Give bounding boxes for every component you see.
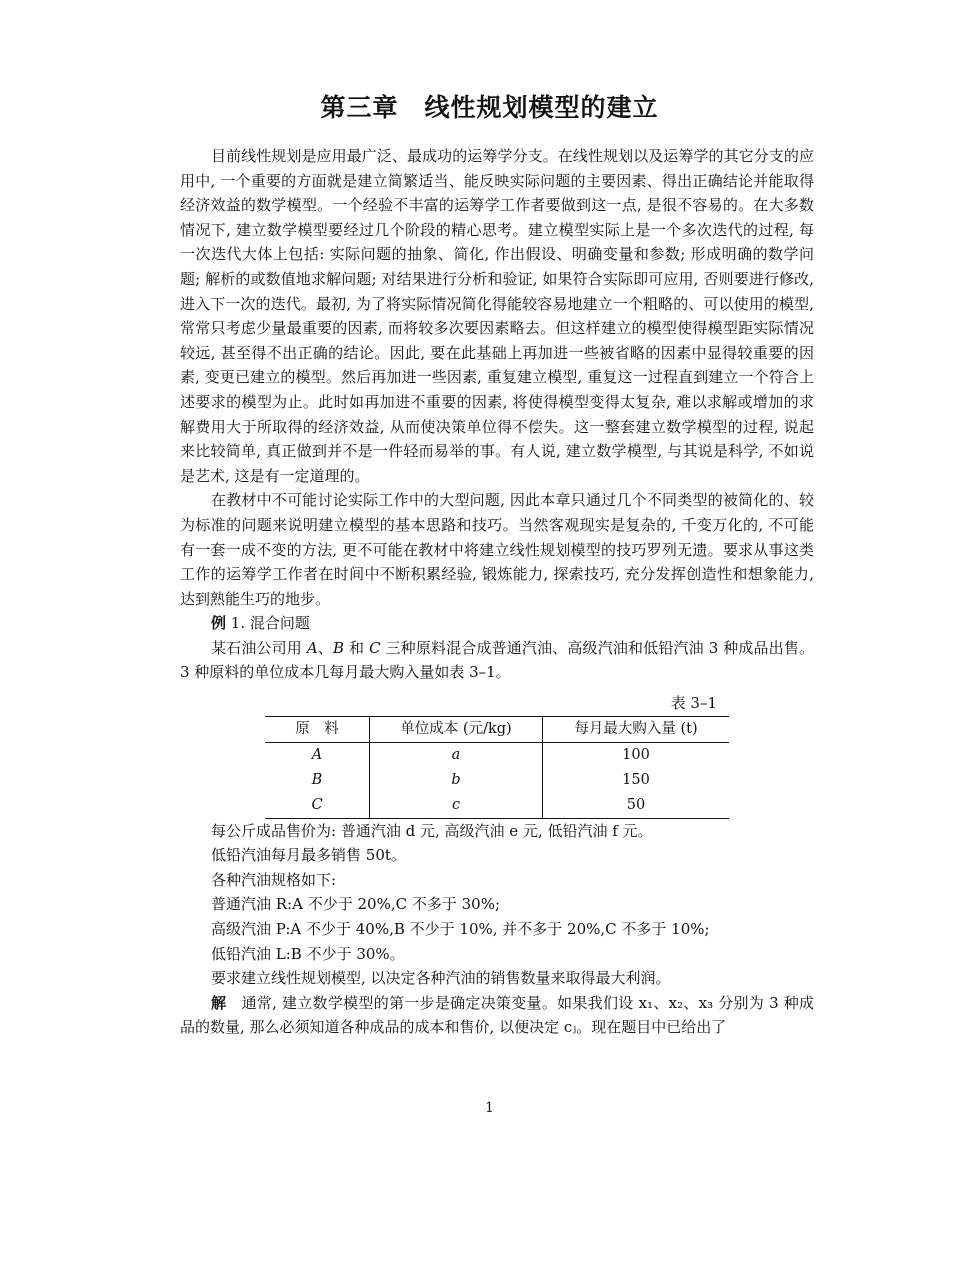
cell-cost: a xyxy=(370,742,543,768)
header-unit-cost: 单位成本 (元/kg) xyxy=(370,716,543,742)
chapter-title: 第三章 线性规划模型的建立 xyxy=(320,93,659,122)
cell-max: 50 xyxy=(626,796,646,813)
spec-lowlead-line: 低铅汽油 L:B 不少于 30%。 xyxy=(211,944,405,963)
cell-material: C xyxy=(265,793,370,819)
solution-label: 解 xyxy=(211,993,227,1012)
example-label: 例 xyxy=(211,614,227,633)
math-var: C xyxy=(369,638,381,657)
solution-text: 通常, 建立数学模型的第一步是确定决策变量。如果我们设 x₁、x₂、x₃ 分别为 3 种成品的数量, 那么必须知道各种成品的成本和售价, 以便决定 cⱼ。现在题目中已给出了 xyxy=(180,993,814,1037)
header-max-purchase: 每月最大购入量 (t) xyxy=(574,720,698,737)
table-row xyxy=(265,768,729,793)
example-heading xyxy=(180,611,814,636)
page-number: 1 xyxy=(485,1100,494,1116)
body-text xyxy=(180,144,814,1040)
materials-table xyxy=(265,716,729,819)
cell-material: B xyxy=(265,768,370,793)
math-var: A xyxy=(306,638,318,657)
text-fragment: 、 xyxy=(317,638,334,657)
cell-cost: b xyxy=(370,768,543,793)
cell-max: 100 xyxy=(622,746,650,763)
example-title: 1. 混合问题 xyxy=(230,614,310,633)
table-header-row xyxy=(265,716,729,742)
specs-intro-line: 各种汽油规格如下: xyxy=(211,870,337,889)
text-fragment: 和 xyxy=(344,638,370,657)
intro-paragraph: 目前线性规划是应用最广泛、最成功的运筹学分支。在线性规划以及运筹学的其它分支的应用中, 一个重要的方面就是建立简繁适当、能反映实际问题的主要因素、得出正确结论并能取得经济效益的数学模型。一个经验不丰富的运筹学工作者要做到这一点, 是很不容易的。在大多数情况下, 建立数学模型要经过几个阶段的精心思考。建立模型实际上是一个多次迭代的过程, 每一次迭代大体上包括: 实际问题的抽象、简化, 作出假设、明确变量和参数; 形成明确的数学问题; 解析的或数值地求解问题; 对结果进行分析和验证, 如果符合实际即可应用, 否则要进行修改, 进入下一次的迭代。最初, 为了将实际情况简化得能较容易地建立一个粗略的、可以使用的模型, 常常只考虑少量最重要的因素, 而将较多次要因素略去。但这样建立的模型使得模型距实际情况较远, 甚至得不出正确的结论。因此, 要在此基础上再加进一些被省略的因素中显得较重要的因素, 变更已建立的模型。然后再加进一些因素, 重复建立模型, 重复这一过程直到建立一个符合上述要求的模型为止。此时如再加进不重要的因素, 将使得模型变得太复杂, 难以求解或增加的求解费用大于所取得的经济效益, 从而使决策单位得不偿失。这一整套建立数学模型的过程, 说起来比较简单, 真正做到并不是一件轻而易举的事。有人说, 建立数学模型, 与其说是科学, 不如说是艺术, 这是有一定道理的。 xyxy=(180,147,814,485)
cell-max: 150 xyxy=(622,771,650,788)
header-material: 原 料 xyxy=(265,716,370,742)
table-row xyxy=(265,793,729,819)
spec-regular-line: 普通汽油 R:A 不少于 20%,C 不多于 30%; xyxy=(211,895,501,914)
table-row xyxy=(265,742,729,768)
lowlead-limit-line: 低铅汽油每月最多销售 50t。 xyxy=(211,846,406,865)
text-fragment: 三种原料混合成普通汽油、高级汽油和低铅汽油 3 种成品出售。3 种原料的单位成本几每月最大购入量如表 3–1。 xyxy=(180,638,814,682)
solution-paragraph xyxy=(180,991,814,1040)
price-line: 每公斤成品售价为: 普通汽油 d 元, 高级汽油 e 元, 低铅汽油 f 元。 xyxy=(211,821,653,840)
cell-material: A xyxy=(265,742,370,768)
text-fragment: 某石油公司用 xyxy=(211,638,307,657)
table-caption: 表 3–1 xyxy=(670,694,717,713)
cell-cost: c xyxy=(370,793,543,819)
spec-premium-line: 高级汽油 P:A 不少于 40%,B 不少于 10%, 并不多于 20%,C 不多于 10%; xyxy=(211,920,710,939)
teaching-paragraph: 在教材中不可能讨论实际工作中的大型问题, 因此本章只通过几个不同类型的被简化的、较为标准的问题来说明建立模型的基本思路和技巧。当然客观现实是复杂的, 千变万化的, 不可能有一套一成不变的方法, 更不可能在教材中将建立线性规划模型的技巧罗列无遗。要求从事这类工作的运筹学工作者在时间中不断积累经验, 锻炼能力, 探索技巧, 充分发挥创造性和想象能力, 达到熟能生巧的地步。 xyxy=(180,491,814,608)
requirement-line: 要求建立线性规划模型, 以决定各种汽油的销售数量来取得最大利润。 xyxy=(211,969,671,988)
math-var: B xyxy=(333,638,345,657)
example-description xyxy=(180,636,814,685)
